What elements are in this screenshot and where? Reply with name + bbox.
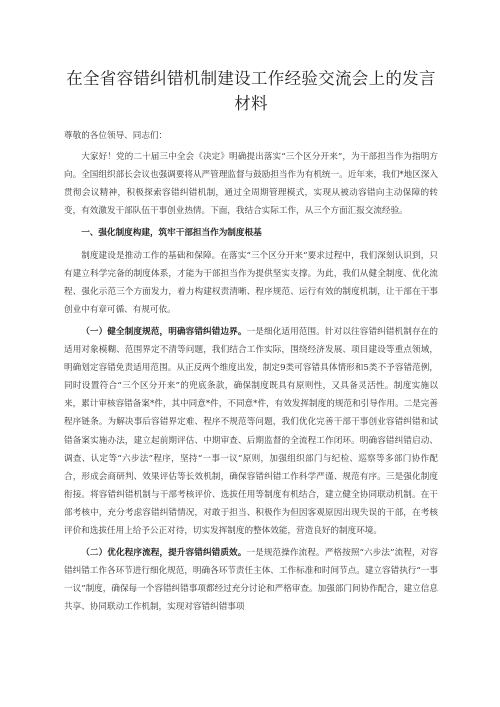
- subsection2-paragraph: [64, 544, 438, 616]
- subsection2-body: 一是规范操作流程。严格按照“六步法”流程，对容错纠错工作各环节进行细化规范，明确各环节责任主体、工作标准和时间节点。建立容错执行“一事一议”制度，确保每一个容错纠错事项都经过充分讨论和严格审查。加强部门间协作配合，建立信息共享、协同联动工作机制，实现对容错纠错事项: [64, 548, 438, 613]
- document-title-line2: 材料: [234, 94, 268, 113]
- section1-intro-paragraph: 制度建设是推动工作的基础和保障。在落实“三个区分开来”要求过程中，我们深刻认识到，只有建立科学完备的制度体系，才能为干部担当作为提供坚实支撑。为此，我们从健全制度、优化流程、强化示范三个方面发力，着力构建权责清晰、程序规范、运行有效的制度机制，让干部在干事创业中有章可循、有规可依。: [64, 250, 438, 315]
- subsection1-heading: （一）健全制度规范，明确容错纠错边界。: [81, 326, 247, 337]
- section1-heading: 一、强化制度构建，筑牢干部担当作为制度根基: [81, 228, 262, 239]
- salutation: 尊敬的各位领导、同志们：: [64, 131, 168, 141]
- document-title: [64, 66, 438, 116]
- subsection1-paragraph: [64, 323, 438, 540]
- document-title-line1: 在全省容错纠错机制建设工作经验交流会上的发言: [66, 69, 436, 88]
- subsection1-body: 一是细化适用范围。针对以往容错纠错机制存在的适用对象模糊、范围界定不清等问题，我们结合工作实际，围绕经济发展、项目建设等重点领域，明确划定容错免责适用范围。从正反两个维度出发，制定9类可容错具体情形和5类不予容错范例，同时设置符合“三个区分开来”的兜底条款，确保制度既具有原则性，又具备灵活性。制度实施以来，累计审核容错备案*件，其中同意*件，不同意*件，有效发挥制度的规范和引导作用。二是完善程序链条。为解决事后容错界定难、程序不规范等问题，我们优化完善干部干事创业容错纠错和试错备案实施办法，建立起前期评估、中期审查、后期监督的全流程工作闭环。明确容错纠错启动、调查、认定等“六步法”程序，坚持“一事一议”原则，加强组织部门与纪检、巡察等多部门协作配合，形成会商研判、效果评估等长效机制，确保容错纠错工作科学严谨、规范有序。三是强化制度衔接。将容错纠错机制与干部考核评价、选拔任用等制度有机结合，建立健全协同联动机制。在干部考核中，充分考虑容错纠错情况，对敢于担当、积极作为但因客观原因出现失误的干部，在考核评价和选拔任用上给予公正对待，切实发挥制度的整体效能，营造良好的制度环境。: [64, 326, 438, 536]
- intro-paragraph: 大家好！党的二十届三中全会《决定》明确提出落实“三个区分开来”，为干部担当作为指明方向。全国组织部长会议也强调要将从严管理监督与鼓励担当作为有机统一。近年来，我们*地区深入贯彻会议精神，积极探索容错纠错机制，通过全周期管理模式，实现从被动容错向主动保障的转变，有效激发干部队伍干事创业热情。下面，我结合实际工作，从三个方面汇报交流经验。: [64, 152, 438, 217]
- subsection2-heading: （二）优化程序流程，提升容错纠错质效。: [81, 548, 247, 559]
